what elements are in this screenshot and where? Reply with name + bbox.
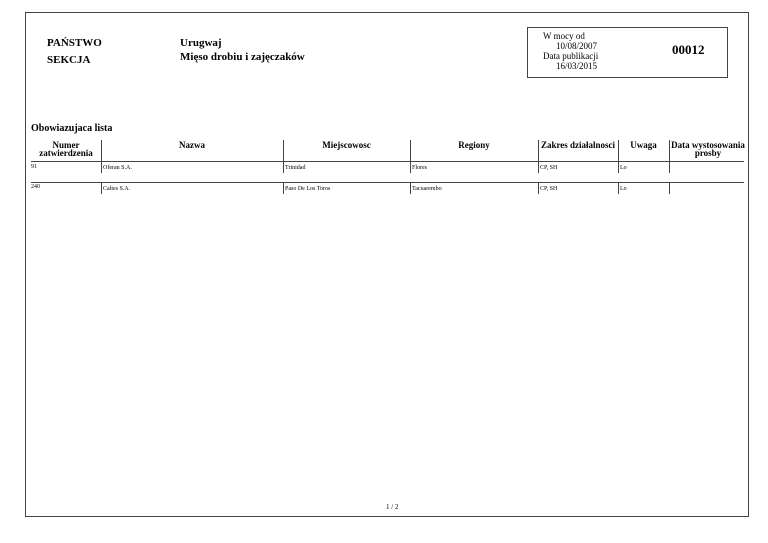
table-cell-scope: CP, SH (540, 165, 558, 171)
table-cell-approval-number: 240 (31, 184, 40, 190)
country-value: Urugwaj (180, 37, 222, 49)
country-label: PAŃSTWO (47, 37, 102, 49)
column-separator (410, 140, 411, 161)
column-separator (618, 162, 619, 173)
column-separator (538, 140, 539, 161)
section-label: SEKCJA (47, 54, 91, 66)
column-separator (283, 162, 284, 173)
valid-from-date: 10/08/2007 (556, 41, 598, 51)
table-cell-locality: Trinidad (285, 165, 306, 171)
column-separator (618, 183, 619, 194)
table-cell-region: Flores (412, 165, 427, 171)
column-separator (101, 183, 102, 194)
column-separator (538, 162, 539, 173)
column-separator (101, 162, 102, 173)
table-cell-approval-number: 91 (31, 164, 37, 170)
table-cell-name: Caltes S.A. (103, 186, 131, 192)
column-header-request-date: Data wystosowania prosby (671, 140, 745, 158)
page-frame (25, 12, 749, 517)
list-code: 00012 (672, 42, 705, 57)
table-cell-locality: Paso De Los Toros (285, 186, 331, 192)
valid-from-label: W mocy od (543, 31, 585, 41)
page-number: 1 / 2 (386, 503, 399, 511)
table-cell-remark: Lo (620, 186, 627, 192)
column-separator (101, 140, 102, 161)
header-rule (31, 161, 744, 162)
table-cell-name: Oferan S.A. (103, 165, 132, 171)
column-header-name: Nazwa (179, 140, 205, 150)
column-separator (669, 162, 670, 173)
column-header-regions: Regiony (458, 140, 490, 150)
column-separator (538, 183, 539, 194)
column-separator (410, 162, 411, 173)
column-separator (283, 140, 284, 161)
published-label: Data publikacji (543, 51, 599, 61)
column-header-locality: Miejscowosc (322, 140, 371, 150)
column-separator (669, 183, 670, 194)
section-value: Mięso drobiu i zajęczaków (180, 51, 305, 63)
table-cell-scope: CP, SH (540, 186, 558, 192)
row-rule (31, 182, 744, 183)
table-cell-region: Tacuarembo (412, 186, 442, 192)
table-cell-remark: Lo (620, 165, 627, 171)
column-separator (410, 183, 411, 194)
column-separator (618, 140, 619, 161)
column-header-remark: Uwaga (630, 140, 657, 150)
list-title: Obowiazujaca lista (31, 123, 113, 134)
column-separator (283, 183, 284, 194)
column-header-scope: Zakres działalnosci (540, 140, 616, 150)
published-date: 16/03/2015 (556, 61, 598, 71)
column-separator (669, 140, 670, 161)
column-header-approval-number: Numer zatwierdzenia (39, 140, 93, 158)
